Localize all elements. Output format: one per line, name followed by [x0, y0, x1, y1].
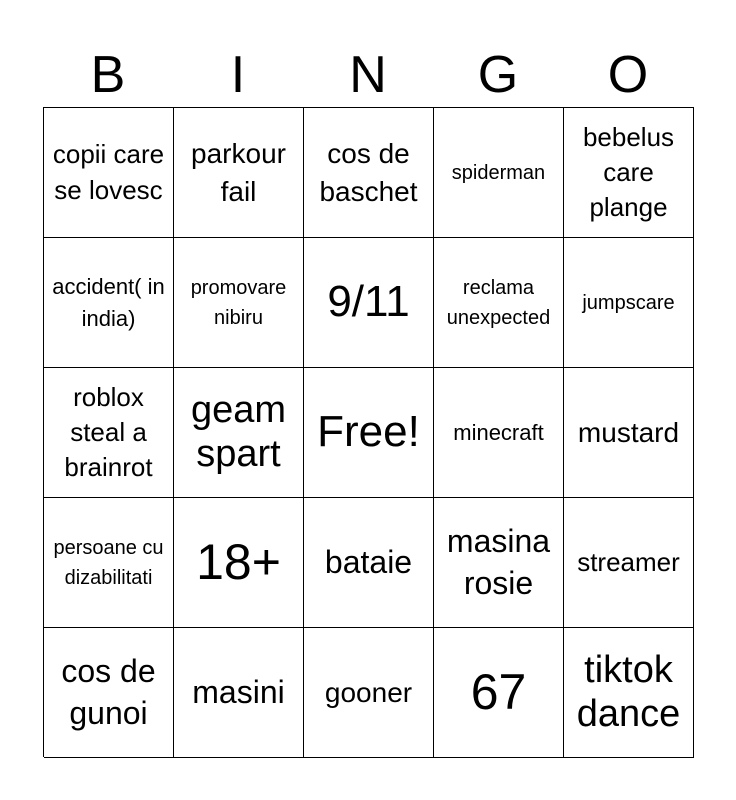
bingo-cell-r5c2[interactable]	[174, 628, 304, 758]
cell-text: promovare nibiru	[190, 276, 287, 329]
bingo-cell-r1c5[interactable]	[564, 108, 694, 238]
bingo-cell-r2c2[interactable]	[174, 238, 304, 368]
bingo-cell-r3c2[interactable]	[174, 368, 304, 498]
cell-text: cos de baschet	[319, 137, 418, 207]
cell-text: tiktok dance	[576, 648, 681, 735]
cell-text: roblox steal a brainrot	[64, 381, 153, 483]
cell-text: 18+	[196, 534, 281, 591]
bingo-cell-r5c3[interactable]	[304, 628, 434, 758]
bingo-cell-r1c2[interactable]	[174, 108, 304, 238]
bingo-cell-r2c5[interactable]	[564, 238, 694, 368]
bingo-cell-r4c2[interactable]	[174, 498, 304, 628]
bingo-header	[43, 42, 693, 108]
bingo-cell-r4c1[interactable]	[44, 498, 174, 628]
header-letter-b: B	[90, 46, 126, 104]
bingo-cell-r5c4[interactable]	[434, 628, 564, 758]
cell-text: 67	[470, 664, 527, 721]
cell-text: masini	[192, 673, 285, 710]
cell-text: Free!	[317, 407, 420, 457]
header-letter-n: N	[349, 46, 387, 104]
cell-text: jumpscare	[582, 291, 675, 314]
bingo-cell-r4c5[interactable]	[564, 498, 694, 628]
cell-text: copii care se lovesc	[52, 139, 165, 205]
bingo-cell-r3c4[interactable]	[434, 368, 564, 498]
bingo-cell-r2c4[interactable]	[434, 238, 564, 368]
bingo-cell-r3c1[interactable]	[44, 368, 174, 498]
cell-text: gooner	[324, 676, 413, 708]
cell-text: spiderman	[451, 161, 546, 184]
cell-text: 9/11	[327, 277, 410, 327]
bingo-cell-r4c4[interactable]	[434, 498, 564, 628]
cell-text: cos de gunoi	[61, 652, 156, 731]
bingo-cell-r5c5[interactable]	[564, 628, 694, 758]
bingo-cell-r4c3[interactable]	[304, 498, 434, 628]
cell-text: masina rosie	[446, 522, 551, 601]
cell-text: reclama unexpected	[446, 276, 551, 329]
header-letter-o: O	[607, 46, 649, 104]
cell-text: persoane cu dizabilitati	[53, 536, 164, 589]
cell-text: streamer	[577, 546, 680, 577]
bingo-cell-r1c4[interactable]	[434, 108, 564, 238]
cell-text: geam spart	[190, 388, 287, 475]
cell-text: parkour fail	[191, 137, 286, 207]
bingo-cell-r2c1[interactable]	[44, 238, 174, 368]
bingo-board	[43, 107, 694, 757]
bingo-cell-r3c3[interactable]	[304, 368, 434, 498]
bingo-cell-r2c3[interactable]	[304, 238, 434, 368]
bingo-cell-r1c3[interactable]	[304, 108, 434, 238]
header-letter-i: I	[230, 46, 246, 104]
cell-text: minecraft	[453, 419, 544, 445]
cell-text: accident( in india)	[52, 273, 165, 331]
cell-text: mustard	[577, 416, 680, 448]
header-letter-g: G	[477, 46, 519, 104]
bingo-cell-r3c5[interactable]	[564, 368, 694, 498]
bingo-cell-r5c1[interactable]	[44, 628, 174, 758]
cell-text: bebelus care plange	[582, 121, 675, 223]
cell-text: bataie	[324, 543, 413, 580]
bingo-cell-r1c1[interactable]	[44, 108, 174, 238]
